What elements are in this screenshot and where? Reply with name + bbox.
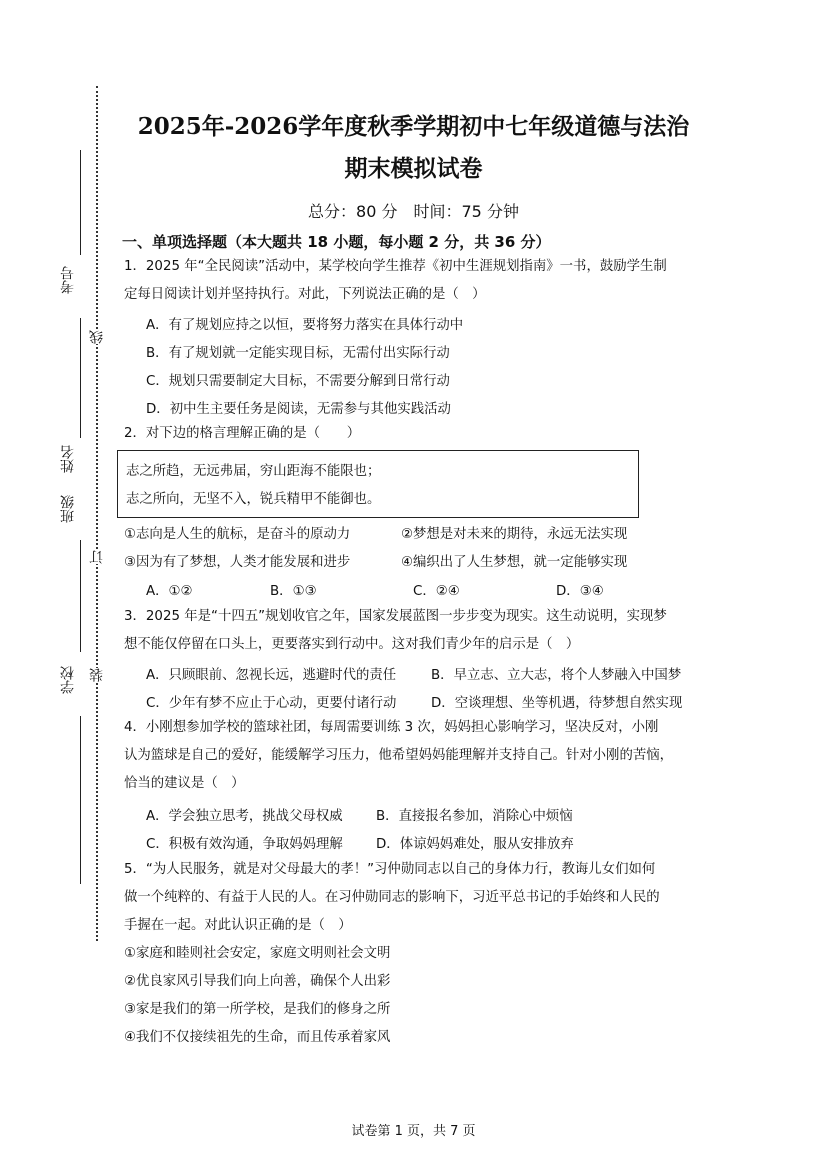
q1-option-d: D．初中生主要任务是阅读，无需参与其他实践活动 xyxy=(146,402,451,417)
q5-statement-2: ②优良家风引导我们向上向善，确保个人出彩 xyxy=(124,974,391,989)
school-underline xyxy=(80,716,81,884)
q3-option-d: D．空谈理想、坐等机遇，待梦想自然实现 xyxy=(431,696,683,711)
q5-statement-4: ④我们不仅接续祖先的生命，而且传承着家风 xyxy=(124,1030,391,1045)
q5-stem-line1: 5．“为人民服务，就是对父母最大的孝！”习仲勋同志以自己的身体力行，教诲儿女们如何 xyxy=(124,862,656,877)
cut-line-label: 线 xyxy=(89,330,105,344)
q4-stem-line2: 认为篮球是自己的爱好，能缓解学习压力，他希望妈妈能理解并支持自己。针对小刚的苦恼， xyxy=(124,748,674,763)
q5-statement-1: ①家庭和睦则社会安定，家庭文明则社会文明 xyxy=(124,946,391,961)
q2-statement-3: ③因为有了梦想，人类才能发展和进步 xyxy=(124,555,351,570)
q2-option-d: D．③④ xyxy=(556,584,604,599)
page-title-line2: 期末模拟试卷 xyxy=(344,155,483,182)
q4-stem-line1: 4．小刚想参加学校的篮球社团，每周需要训练 3 次，妈妈担心影响学习，坚决反对，小刚 xyxy=(124,720,659,735)
class-label: 班级 xyxy=(60,495,76,523)
cut-seal-label: 装 xyxy=(89,668,105,682)
q1-stem-line1: 1．2025 年“全民阅读”活动中，某学校向学生推荐《初中生涯规划指南》一书，鼓励学生制 xyxy=(124,259,667,274)
page-title: 2025年-2026学年度秋季学期初中七年级道德与法治 xyxy=(137,113,690,140)
q5-statement-3: ③家是我们的第一所学校，是我们的修身之所 xyxy=(124,1002,391,1017)
q1-option-b: B．有了规划就一定能实现目标，无需付出实际行动 xyxy=(146,346,450,361)
page-footer: 试卷第 1 页，共 7 页 xyxy=(351,1124,476,1139)
q5-stem-line3: 手握在一起。对此认识正确的是（ ） xyxy=(124,918,352,933)
q2-statement-4: ④编织出了人生梦想，就一定能够实现 xyxy=(401,555,628,570)
name-underline xyxy=(80,318,81,438)
q3-stem-line2: 想不能仅停留在口头上，更要落实到行动中。这对我们青少年的启示是（ ） xyxy=(124,637,580,652)
q2-statement-1: ①志向是人生的航标，是奋斗的原动力 xyxy=(124,527,351,542)
q1-option-c: C．规划只需要制定大目标，不需要分解到日常行动 xyxy=(146,374,450,389)
score-time: 总分：80 分 时间：75 分钟 xyxy=(308,202,519,221)
q4-option-c: C．积极有效沟通，争取妈妈理解 xyxy=(146,837,343,852)
q4-option-d: D．体谅妈妈难处，服从安排放弃 xyxy=(376,837,574,852)
q2-stem: 2．对下边的格言理解正确的是（ ） xyxy=(124,426,361,441)
q3-option-b: B．早立志、立大志，将个人梦融入中国梦 xyxy=(431,668,682,683)
q2-option-b: B．①③ xyxy=(270,584,317,599)
q5-stem-line2: 做一个纯粹的、有益于人民的人。在习仲勋同志的影响下，习近平总书记的手始终和人民的 xyxy=(124,890,660,905)
q4-option-b: B．直接报名参加，消除心中烦恼 xyxy=(376,809,573,824)
q2-option-a: A．①② xyxy=(146,584,193,599)
q3-option-a: A．只顾眼前、忽视长远，逃避时代的责任 xyxy=(146,668,397,683)
q1-option-a: A．有了规划应持之以恒，要将努力落实在具体行动中 xyxy=(146,318,464,333)
q2-option-c: C．②④ xyxy=(413,584,460,599)
school-label: 学校 xyxy=(60,666,76,694)
cut-bind-label: 订 xyxy=(89,550,105,564)
q4-option-a: A．学会独立思考，挑战父母权威 xyxy=(146,809,343,824)
q2-quote-line2: 志之所向，无坚不入，锐兵精甲不能御也。 xyxy=(126,492,381,507)
name-label: 姓名 xyxy=(60,445,76,473)
q2-quote-box xyxy=(117,450,639,518)
class-underline xyxy=(80,540,81,652)
q2-statement-2: ②梦想是对未来的期待，永远无法实现 xyxy=(401,527,628,542)
q4-stem-line3: 恰当的建议是（ ） xyxy=(124,776,245,791)
q1-stem-line2: 定每日阅读计划并坚持执行。对此，下列说法正确的是（ ） xyxy=(124,287,486,302)
exam-no-label: 考号 xyxy=(60,266,76,294)
section-heading: 一、单项选择题（本大题共 18 小题，每小题 2 分，共 36 分） xyxy=(122,233,551,251)
q2-quote-line1: 志之所趋，无远弗届，穷山距海不能限也； xyxy=(126,464,381,479)
q3-stem-line1: 3．2025 年是“十四五”规划收官之年，国家发展蓝图一步步变为现实。这生动说明，实现梦 xyxy=(124,609,667,624)
q3-option-c: C．少年有梦不应止于心动，更要付诸行动 xyxy=(146,696,397,711)
